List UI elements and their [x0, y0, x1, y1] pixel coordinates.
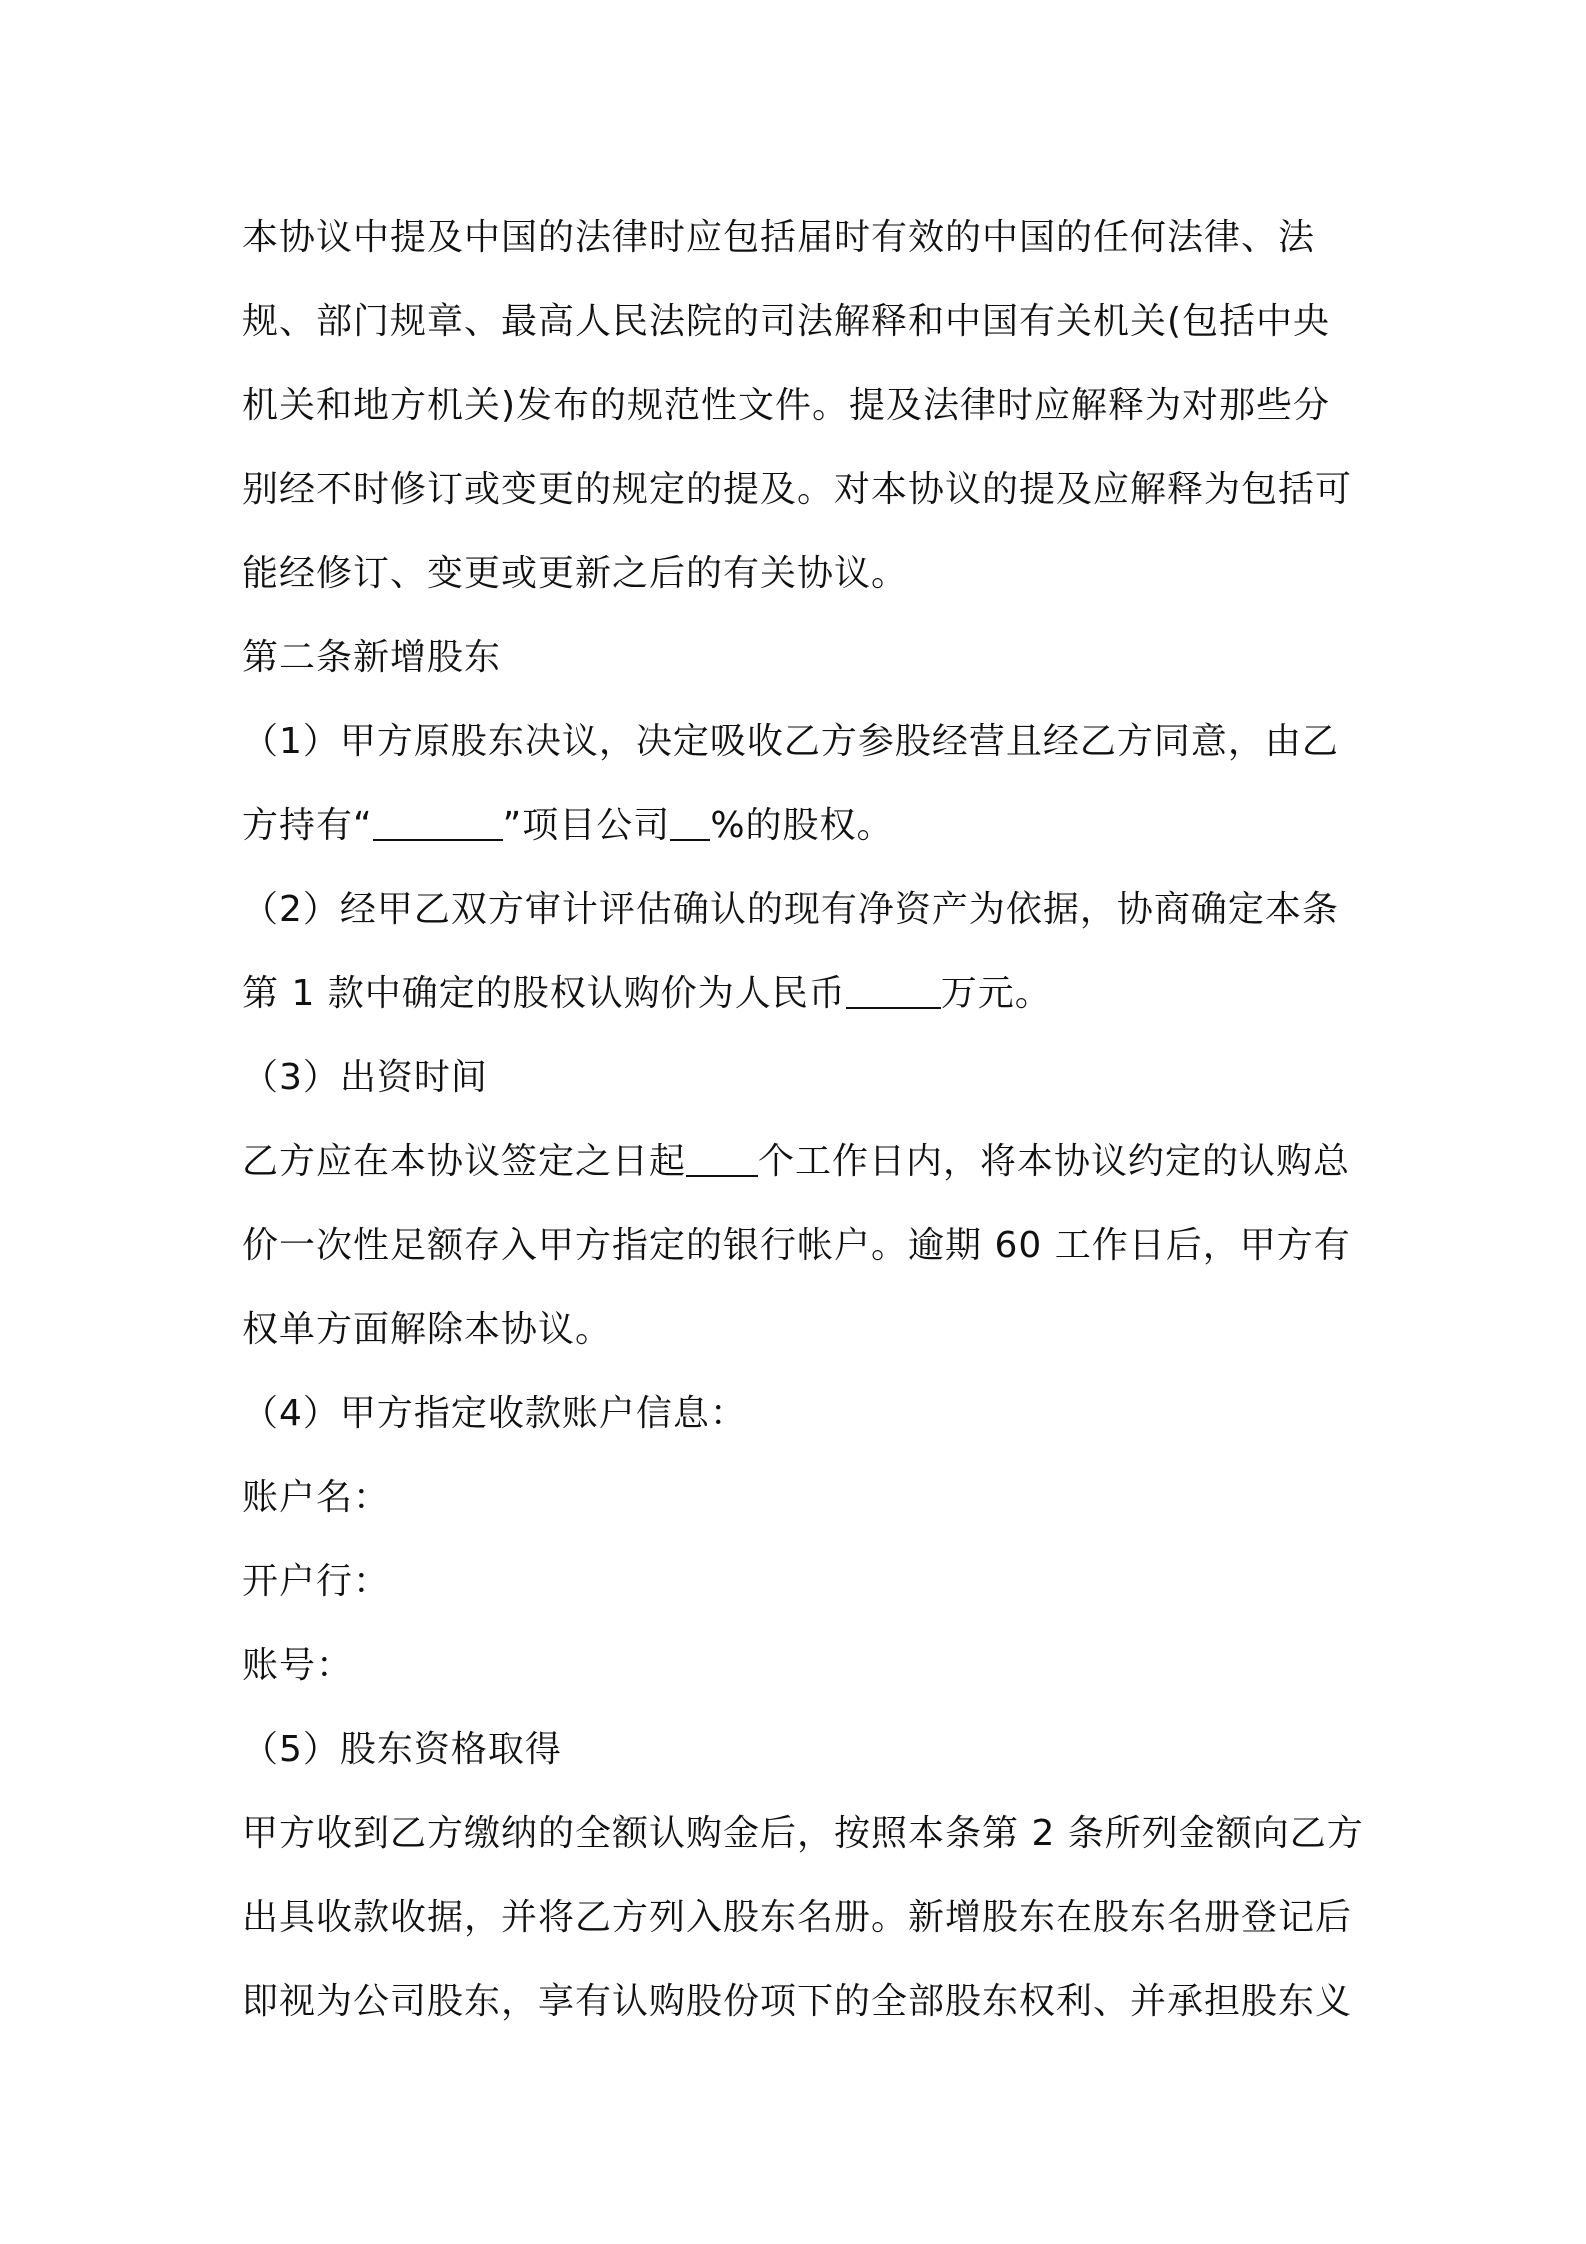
- price-blank: [846, 971, 941, 1009]
- item1-text-c: %的股权。: [710, 805, 894, 846]
- item5-line: 出具收款收据，并将乙方列入股东名册。新增股东在股东名册登记后: [242, 1897, 1353, 1938]
- item3-line2: 价一次性足额存入甲方指定的银行帐户。逾期 60 工作日后，甲方有: [242, 1225, 1351, 1266]
- item3-heading: （3）出资时间: [242, 1057, 488, 1098]
- account-name-label: 账户名：: [242, 1477, 391, 1518]
- paragraph-line: 机关和地方机关)发布的规范性文件。提及法律时应解释为对那些分: [242, 385, 1331, 426]
- item2-text-a: 第 1 款中确定的股权认购价为人民币: [242, 973, 846, 1014]
- percentage-blank: [670, 803, 710, 841]
- item2-text-b: 万元。: [940, 973, 1052, 1014]
- bank-label: 开户行：: [242, 1561, 391, 1602]
- item5-line: 即视为公司股东，享有认购股份项下的全部股东权利、并承担股东义: [242, 1981, 1353, 2022]
- item2-line2: [242, 952, 1354, 1036]
- item4-heading: （4）甲方指定收款账户信息：: [242, 1393, 747, 1434]
- paragraph-line: 规、部门规章、最高人民法院的司法解释和中国有关机关(包括中央: [242, 301, 1331, 342]
- item3-line3: 权单方面解除本协议。: [242, 1309, 613, 1350]
- article-heading: 第二条新增股东: [242, 637, 502, 678]
- item3-line1: [242, 1120, 1354, 1204]
- item1-text-a: 方持有“: [242, 805, 373, 846]
- item5-heading: （5）股东资格取得: [242, 1729, 562, 1770]
- account-number-label: 账号：: [242, 1645, 354, 1686]
- item3-text-b: 个工作日内，将本协议约定的认购总: [758, 1141, 1351, 1182]
- item5-line: 甲方收到乙方缴纳的全额认购金后，按照本条第 2 条所列金额向乙方: [242, 1813, 1364, 1854]
- item2-line1: （2）经甲乙双方审计评估确认的现有净资产为依据，协商确定本条: [242, 889, 1339, 930]
- workdays-blank: [686, 1139, 758, 1177]
- paragraph-line: 别经不时修订或变更的规定的提及。对本协议的提及应解释为包括可: [242, 469, 1353, 510]
- project-name-blank: [373, 803, 503, 841]
- item3-text-a: 乙方应在本协议签定之日起: [242, 1141, 687, 1182]
- document-page: [242, 196, 1364, 2044]
- item1-text-b: ”项目公司: [502, 805, 671, 846]
- item1-line2: [242, 784, 1354, 868]
- paragraph-line: 本协议中提及中国的法律时应包括届时有效的中国的任何法律、法: [242, 217, 1316, 258]
- item1-line1: （1）甲方原股东决议，决定吸收乙方参股经营且经乙方同意，由乙: [242, 721, 1339, 762]
- paragraph-line: 能经修订、变更或更新之后的有关协议。: [242, 553, 909, 594]
